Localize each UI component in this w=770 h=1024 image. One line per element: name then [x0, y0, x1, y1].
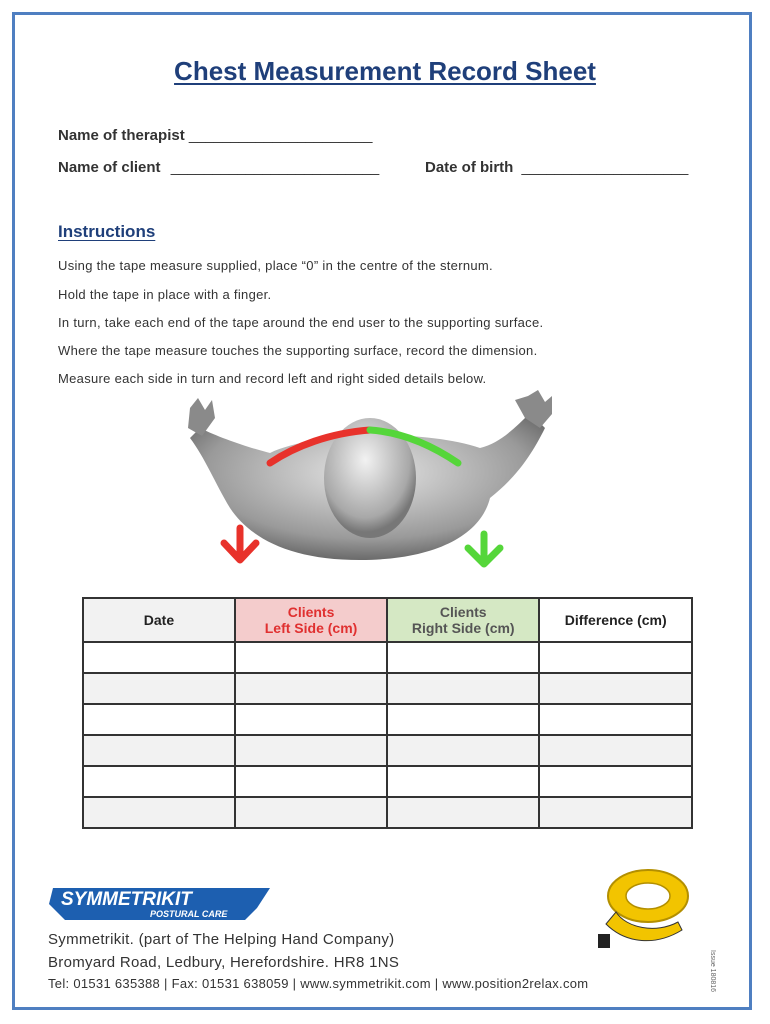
table-header-row [83, 598, 692, 642]
client-input-line[interactable]: _________________________ [170, 159, 380, 176]
left-cell[interactable] [235, 673, 387, 704]
left-arrow-icon [224, 528, 256, 560]
left-cell[interactable] [235, 766, 387, 797]
header-right-line2: Right Side (cm) [411, 620, 515, 636]
logo-subtext: POSTURAL CARE [150, 909, 228, 919]
dob-field [425, 159, 688, 176]
therapist-field [58, 127, 372, 144]
header-left-side [235, 598, 387, 642]
client-field [58, 159, 379, 176]
header-left-line1: Clients [287, 604, 335, 620]
instruction-line: In turn, take each end of the tape around the end user to the supporting surface. [58, 315, 544, 330]
right-cell[interactable] [387, 735, 539, 766]
instruction-line: Hold the tape in place with a finger. [58, 287, 272, 302]
difference-cell[interactable] [539, 766, 692, 797]
date-cell[interactable] [83, 704, 235, 735]
therapist-input-line[interactable]: ______________________ [188, 127, 373, 144]
right-hand [515, 390, 552, 428]
difference-cell[interactable] [539, 642, 692, 673]
instruction-line: Where the tape measure touches the supporting surface, record the dimension. [58, 343, 538, 358]
table-row [83, 735, 692, 766]
client-label: Name of client [58, 159, 161, 176]
left-cell[interactable] [235, 704, 387, 735]
company-contact: Tel: 01531 635388 | Fax: 01531 638059 | www.symmetrikit.com | www.position2relax.com [48, 976, 589, 991]
right-arrow-icon [468, 534, 500, 564]
page-title: Chest Measurement Record Sheet [174, 56, 596, 86]
right-cell[interactable] [387, 766, 539, 797]
therapist-label: Name of therapist [58, 127, 185, 144]
difference-cell[interactable] [539, 673, 692, 704]
header-right-side [387, 598, 539, 642]
header-date: Date [83, 598, 235, 642]
measurement-table [82, 597, 693, 829]
header-difference: Difference (cm) [539, 598, 692, 642]
instructions-heading: Instructions [58, 222, 156, 241]
date-cell[interactable] [83, 673, 235, 704]
company-address: Bromyard Road, Ledbury, Herefordshire. HR8 1NS [48, 954, 400, 971]
instruction-line: Using the tape measure supplied, place “0” in the centre of the sternum. [58, 258, 493, 273]
symmetrikit-logo [45, 884, 275, 924]
table-row [83, 797, 692, 828]
table-row [83, 766, 692, 797]
left-cell[interactable] [235, 642, 387, 673]
table-row [83, 642, 692, 673]
instruction-line: Measure each side in turn and record left and right sided details below. [58, 371, 487, 386]
dob-label: Date of birth [425, 159, 514, 176]
date-cell[interactable] [83, 766, 235, 797]
company-name: Symmetrikit. (part of The Helping Hand Company) [48, 931, 395, 948]
difference-cell[interactable] [539, 735, 692, 766]
tape-measure-icon [596, 862, 696, 954]
table-row [83, 704, 692, 735]
right-cell[interactable] [387, 797, 539, 828]
right-cell[interactable] [387, 704, 539, 735]
right-cell[interactable] [387, 673, 539, 704]
left-cell[interactable] [235, 797, 387, 828]
left-hand [188, 398, 215, 436]
date-cell[interactable] [83, 797, 235, 828]
difference-cell[interactable] [539, 797, 692, 828]
date-cell[interactable] [83, 642, 235, 673]
left-cell[interactable] [235, 735, 387, 766]
right-cell[interactable] [387, 642, 539, 673]
difference-cell[interactable] [539, 704, 692, 735]
date-cell[interactable] [83, 735, 235, 766]
header-left-line2: Left Side (cm) [264, 620, 358, 636]
body-measurement-illustration [160, 388, 580, 578]
issue-label: Issue 180816 [709, 950, 716, 993]
logo-text: SYMMETRIKIT [61, 889, 192, 910]
header-right-line1: Clients [439, 604, 487, 620]
table-row [83, 673, 692, 704]
dob-input-line[interactable]: ____________________ [521, 159, 689, 176]
